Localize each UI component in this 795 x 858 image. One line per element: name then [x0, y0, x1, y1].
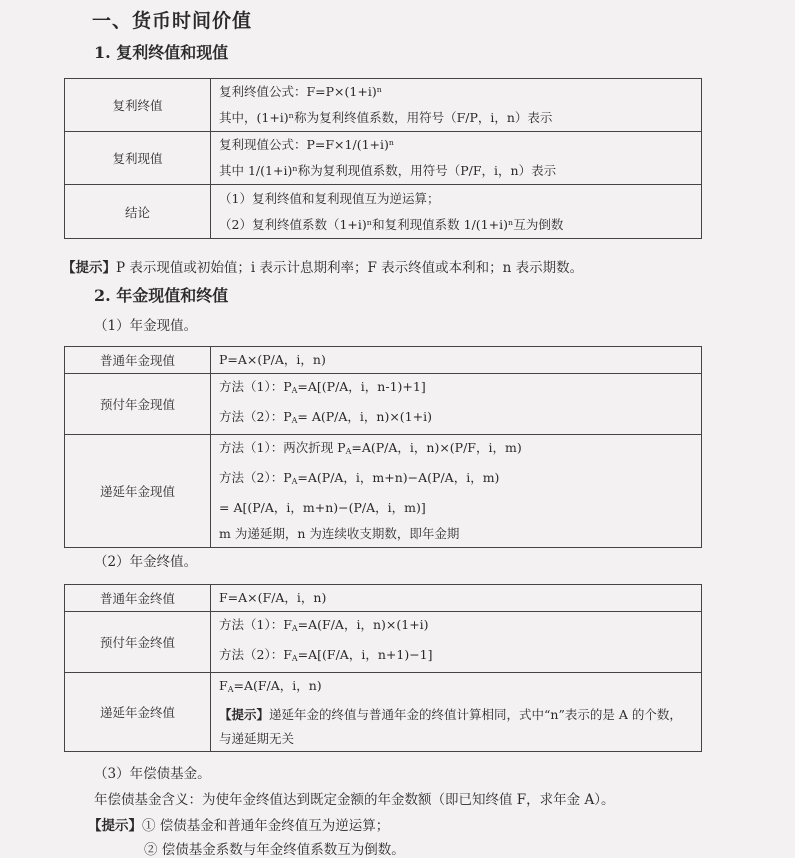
- row-value: [211, 132, 702, 185]
- row-value: [211, 374, 702, 435]
- row-value: [211, 79, 702, 132]
- value-line: （1）复利终值和复利现值互为逆运算；: [219, 190, 440, 206]
- value-line: 方法（2）：$P_A=A(P/A$，i，m+n)−A(P/A，i，m): [219, 470, 500, 486]
- table-row: [65, 585, 702, 612]
- value-line: 其中 1/(1+i)ⁿ称为复利现值系数，用符号（P/F，i，n）表示: [219, 163, 557, 178]
- value-line: （2）复利终值系数（1+i)ⁿ和复利现值系数 1/(1+i)ⁿ互为倒数: [219, 216, 564, 232]
- subheading-pv: （1）年金现值。: [94, 318, 198, 334]
- definition: 年偿债基金含义：为使年金终值达到既定金额的年金数额（即已知终值 F，求年金 A）。: [94, 792, 615, 808]
- table-row: [65, 79, 702, 132]
- row-key: 结论: [65, 185, 211, 239]
- row-value: [211, 673, 702, 752]
- row-key: 普通年金现值: [65, 347, 211, 374]
- tip-line-2: ② 偿债基金系数与年金终值系数互为倒数。: [144, 842, 405, 858]
- value-line: F=A×(F/A，i，n): [219, 590, 327, 605]
- tip-label: 【提示】: [62, 260, 116, 276]
- row-key: 递延年金现值: [65, 435, 211, 548]
- row-value: [211, 612, 702, 673]
- table-row: [65, 612, 702, 673]
- value-line: [219, 703, 693, 751]
- value-line: 复利终值公式：F=P×(1+i)ⁿ: [219, 84, 383, 99]
- value-line: 其中，(1+i)ⁿ称为复利终值系数，用符号（F/P，i，n）表示: [219, 110, 553, 125]
- tip-text: ① 偿债基金和普通年金终值互为逆运算；: [142, 818, 390, 834]
- row-key: 递延年金终值: [65, 673, 211, 752]
- tip-label: 【提示】: [88, 818, 142, 834]
- row-key: 复利终值: [65, 79, 211, 132]
- value-line: m 为递延期，n 为连续收支期数，即年金期: [219, 526, 460, 541]
- compound-table: [64, 78, 702, 239]
- value-line: $F_A=A(F/A$，i，n): [219, 678, 322, 694]
- row-value: [211, 185, 702, 239]
- value-line: 方法（2）：$P_A= A(P/A$，i，n)×(1+i): [219, 409, 432, 425]
- tip-text: P 表示现值或初始值；i 表示计息期利率；F 表示终值或本利和；n 表示期数。: [116, 260, 584, 276]
- table-row: [65, 374, 702, 435]
- value-line: 方法（1）：$P_A=A[(P/A$，i，n-1)+1]: [219, 379, 426, 395]
- pv-table: [64, 346, 702, 548]
- tip-paragraph: [62, 256, 583, 276]
- table-row: [65, 185, 702, 239]
- tip-line-1: [88, 814, 389, 834]
- row-key: 复利现值: [65, 132, 211, 185]
- value-line: 方法（1）：两次折现 $P_A=A(P/A$，i，n)×(P/F，i，m): [219, 440, 522, 456]
- subheading-fv: （2）年金终值。: [94, 554, 198, 570]
- value-line: 方法（2）：$F_A=A[(F/A$，i，n+1)−1]: [219, 647, 433, 663]
- row-key: 预付年金现值: [65, 374, 211, 435]
- subsection-title-1: 1. 复利终值和现值: [94, 43, 229, 62]
- value-line: = A[(P/A，i，m+n)−(P/A，i，m)]: [219, 500, 426, 515]
- row-key: 普通年金终值: [65, 585, 211, 612]
- row-value: [211, 435, 702, 548]
- value-line: 方法（1）：$F_A=A(F/A$，i，n)×(1+i): [219, 617, 429, 633]
- table-row: [65, 435, 702, 548]
- row-value: [211, 585, 702, 612]
- subheading-sinking-fund: （3）年偿债基金。: [94, 766, 211, 782]
- value-line: 复利现值公式：P=F×1/(1+i)ⁿ: [219, 137, 395, 152]
- section-heading: 一、货币时间价值: [92, 10, 253, 32]
- row-key: 预付年金终值: [65, 612, 211, 673]
- table-row: [65, 347, 702, 374]
- table-row: [65, 673, 702, 752]
- fv-table: [64, 584, 702, 752]
- subsection-title-2: 2. 年金现值和终值: [94, 286, 229, 305]
- tip-text: 递延年金的终值与普通年金的终值计算相同，式中“n”表示的是 A 的个数，与递延期无关: [219, 707, 682, 746]
- row-value: [211, 347, 702, 374]
- tip-label: 【提示】: [219, 707, 270, 722]
- value-line: P=A×(P/A，i，n): [219, 352, 326, 367]
- table-row: [65, 132, 702, 185]
